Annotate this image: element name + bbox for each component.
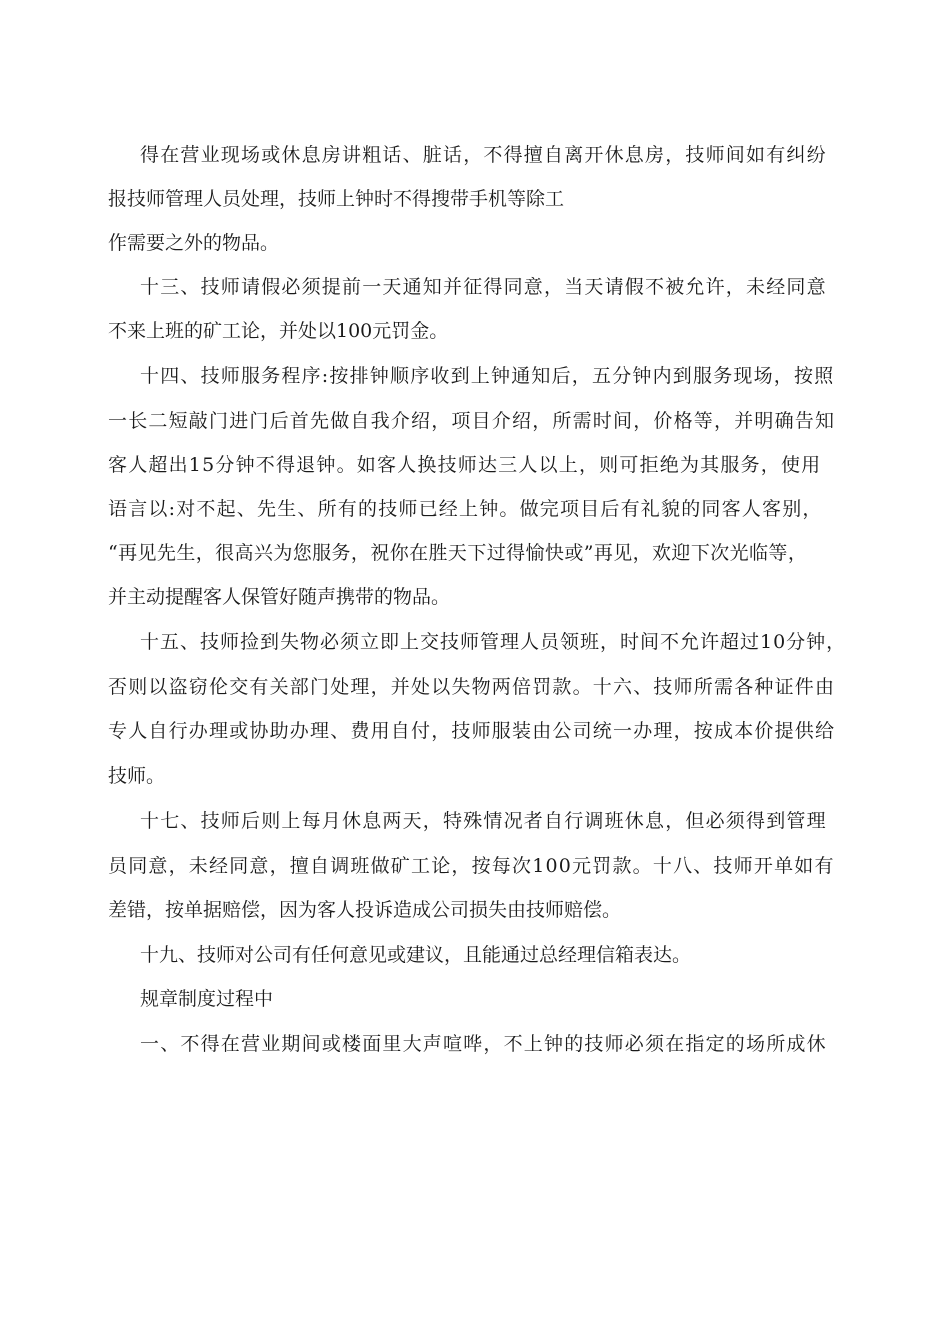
section-heading: 规章制度过程中 — [140, 988, 274, 1010]
text-line: 作需要之外的物品。 — [108, 232, 280, 254]
text-line: 一长二短敲门进门后首先做自我介绍，项目介绍，所需时间，价格等，并明确告知 — [108, 410, 836, 432]
text-line: 客人超出15分钟不得退钟。如客人换技师达三人以上，则可拒绝为其服务，使用 — [108, 454, 822, 476]
text-line: 十九、技师对公司有任何意见或建议，且能通过总经理信箱表达。 — [140, 944, 692, 966]
text-line: 并主动提醒客人保管好随声携带的物品。 — [108, 586, 451, 608]
text-line: 十五、技师捡到失物必须立即上交技师管理人员领班，时间不允许超过10分钟， — [140, 631, 847, 653]
text-line: 得在营业现场或休息房讲粗话、脏话，不得擅自离开休息房，技师间如有纠纷 — [140, 144, 827, 166]
text-line: 不来上班的矿工论，并处以100元罚金。 — [108, 320, 449, 342]
text-line: 十四、技师服务程序:按排钟顺序收到上钟通知后，五分钟内到服务现场，按照 — [140, 365, 835, 387]
text-line: 十七、技师后则上每月休息两天，特殊情况者自行调班休息，但必须得到管理 — [140, 810, 827, 832]
text-line: 语言以:对不起、先生、所有的技师已经上钟。做完项目后有礼貌的同客人客别， — [108, 498, 823, 520]
text-line: 差错，按单据赔偿，因为客人投诉造成公司损失由技师赔偿。 — [108, 899, 622, 921]
text-line: 员同意，未经同意，擅自调班做矿工论，按每次100元罚款。十八、技师开单如有 — [108, 855, 835, 877]
text-line: 技师。 — [108, 765, 166, 787]
text-line: 否则以盗窃伦交有关部门处理，并处以失物两倍罚款。十六、技师所需各种证件由 — [108, 676, 836, 698]
text-line: “再见先生，很高兴为您服务，祝你在胜天下过得愉快或”再见，欢迎下次光临等， — [108, 542, 808, 564]
text-line: 一、不得在营业期间或楼面里大声喧哗，不上钟的技师必须在指定的场所成休 — [140, 1033, 827, 1055]
text-line: 报技师管理人员处理，技师上钟时不得搜带手机等除工 — [108, 188, 565, 210]
text-line: 十三、技师请假必须提前一天通知并征得同意，当天请假不被允许，未经同意 — [140, 276, 827, 298]
text-line: 专人自行办理或协助办理、费用自付，技师服装由公司统一办理，按成本价提供给 — [108, 720, 836, 742]
